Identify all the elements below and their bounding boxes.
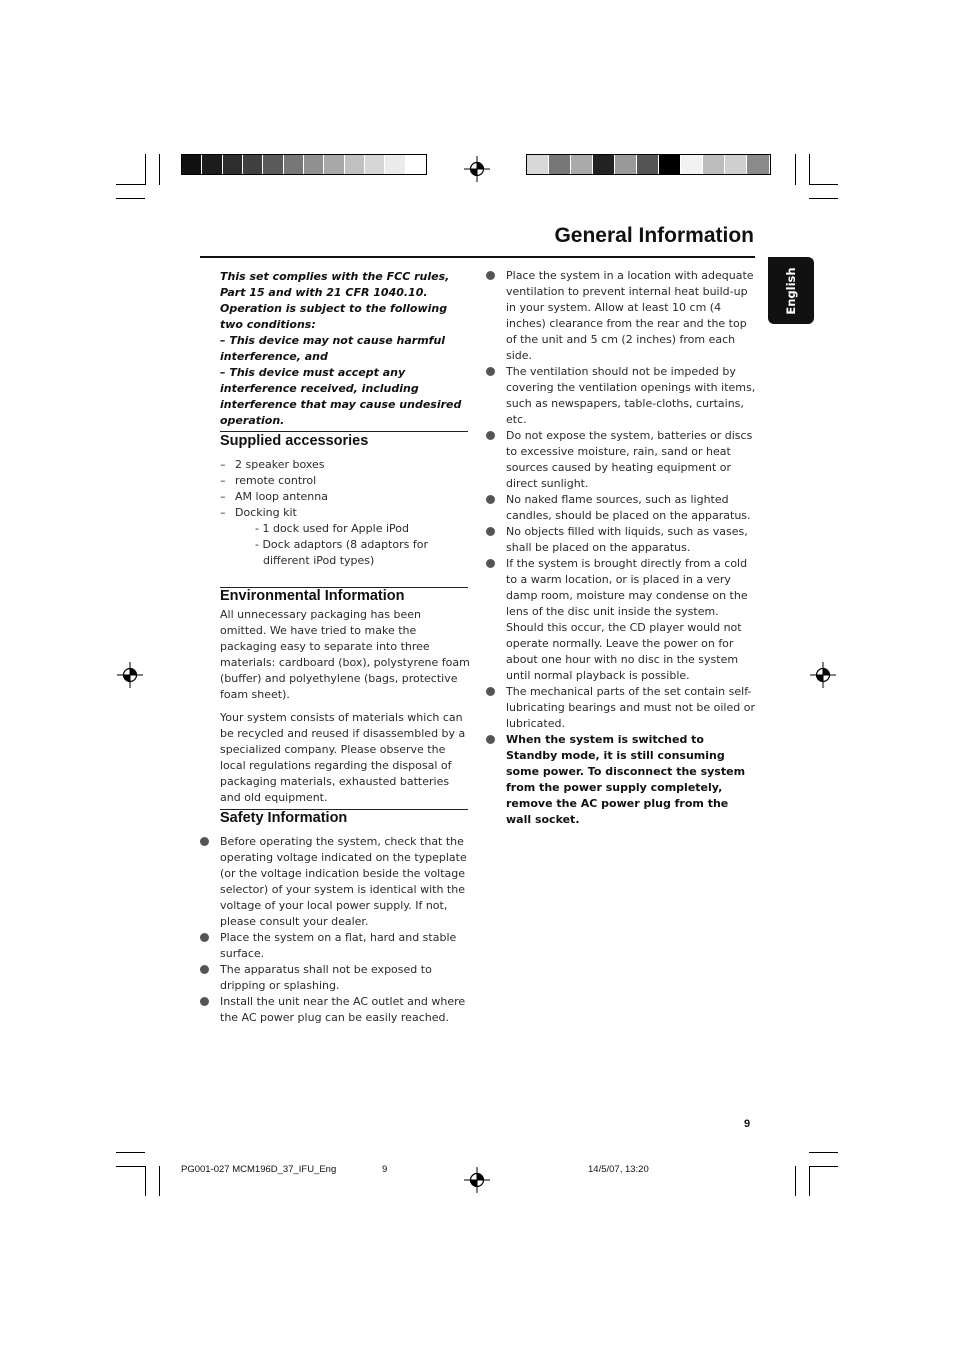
bullet-icon (486, 559, 495, 568)
section-heading-safety: Safety Information (220, 810, 348, 826)
color-swatch (659, 155, 681, 174)
fcc-condition: – This device may not cause harmful interference, and (220, 334, 446, 363)
registration-mark-icon (810, 662, 836, 688)
registration-mark-icon (117, 662, 143, 688)
bullet-icon (486, 687, 495, 696)
bullet-icon (200, 933, 209, 942)
color-swatch (385, 155, 405, 174)
environmental-text (220, 607, 470, 806)
color-swatch (284, 155, 304, 174)
sub-item: - Dock adaptors (8 adaptors for different iPod types) (255, 538, 428, 567)
bullet-icon (486, 367, 495, 376)
crop-mark (809, 1166, 838, 1167)
list-item: No objects filled with liquids, such as vases, shall be placed on the apparatus. (506, 524, 756, 556)
color-swatch (571, 155, 593, 174)
crop-mark (116, 184, 145, 185)
list-item: – Docking kit - 1 dock used for Apple iPod - Dock adaptors (8 adaptors for different iPod types) (220, 505, 470, 569)
bullet-icon (486, 431, 495, 440)
paragraph: Your system consists of materials which can be recycled and reused if disassembled by a specialized company. Please observe the local regulations regarding the disposal of packaging materials, exhausted batteries and old equipment. (220, 711, 466, 804)
bullet-icon (486, 527, 495, 536)
color-swatch (304, 155, 324, 174)
color-swatch (725, 155, 747, 174)
color-swatch (324, 155, 344, 174)
list-item: Install the unit near the AC outlet and where the AC power plug can be easily reached. (220, 994, 470, 1026)
bullet-icon (200, 965, 209, 974)
crop-mark (809, 184, 838, 185)
language-tab-label: English (784, 266, 798, 315)
color-bar-right (526, 154, 771, 175)
crop-mark (809, 154, 810, 185)
color-swatch (681, 155, 703, 174)
list-item: – remote control (220, 474, 317, 487)
language-tab (768, 257, 814, 324)
crop-mark (809, 1166, 810, 1196)
bullet-icon (200, 837, 209, 846)
color-swatch (365, 155, 385, 174)
color-swatch (345, 155, 365, 174)
bullet-icon (486, 495, 495, 504)
footer-page: 9 (382, 1164, 388, 1175)
docking-kit-sublist (235, 521, 470, 569)
footer-timestamp: 14/5/07, 13:20 (588, 1164, 649, 1175)
list-item: Do not expose the system, batteries or discs to excessive moisture, rain, sand or heat sources caused by heating equipment or direct sunlight. (506, 428, 756, 492)
list-item: Place the system in a location with adequate ventilation to prevent internal heat build-up in your system. Allow at least 10 cm (4 inches) clearance from the rear and the top of the unit and 5 cm (2 inches) from each side. (506, 268, 756, 364)
crop-mark (116, 1166, 145, 1167)
list-item: The apparatus shall not be exposed to dripping or splashing. (220, 962, 470, 994)
list-item: – 2 speaker boxes (220, 458, 325, 471)
color-swatch (637, 155, 659, 174)
color-swatch (549, 155, 571, 174)
list-item: Before operating the system, check that the operating voltage indicated on the typeplate (or the voltage indication beside the voltage selector) of your system is identical with the voltage of your local power supply. If not, please consult your dealer. (220, 834, 470, 930)
color-swatch (615, 155, 637, 174)
color-swatch (182, 155, 202, 174)
crop-mark (795, 1166, 796, 1196)
list-item: The ventilation should not be impeded by covering the ventilation openings with items, such as newspapers, table-cloths, curtains, etc. (506, 364, 756, 428)
crop-mark (145, 154, 146, 185)
color-swatch (527, 155, 549, 174)
crop-mark (145, 1166, 146, 1196)
bullet-icon (486, 735, 495, 744)
list-item: If the system is brought directly from a cold to a warm location, or is placed in a very damp room, moisture may condense on the lens of the disc unit inside the system. Should this occur, the CD player would not operate normally. Leave the power on for about one hour with no disc in the system until normal playback is possible. (506, 556, 756, 684)
safety-list-left (220, 834, 470, 1026)
color-swatch (406, 155, 426, 174)
fcc-notice (220, 269, 470, 429)
registration-mark-icon (464, 156, 490, 182)
crop-mark (159, 154, 160, 185)
color-swatch (703, 155, 725, 174)
fcc-condition: – This device must accept any interference received, including interference that may cause undesired operation. (220, 366, 462, 427)
color-swatch (243, 155, 263, 174)
color-swatch (747, 155, 769, 174)
paragraph: All unnecessary packaging has been omitted. We have tried to make the packaging easy to separate into three materials: cardboard (box), polystyrene foam (buffer) and polyethylene (bags, protective foam sheet). (220, 608, 470, 701)
page-number: 9 (744, 1118, 751, 1130)
fcc-statement: This set complies with the FCC rules, Part 15 and with 21 CFR 1040.10. Operation is subject to the following two conditions: (220, 270, 450, 331)
color-swatch (263, 155, 283, 174)
list-item: – AM loop antenna (220, 490, 328, 503)
color-swatch (223, 155, 243, 174)
sub-item: - 1 dock used for Apple iPod (255, 522, 409, 535)
accessories-list (220, 457, 470, 569)
crop-mark (795, 154, 796, 185)
crop-mark (809, 198, 838, 199)
crop-mark (116, 198, 145, 199)
color-bar-left (181, 154, 427, 175)
registration-mark-icon (464, 1167, 490, 1193)
color-swatch (593, 155, 615, 174)
section-heading-environmental: Environmental Information (220, 588, 405, 604)
warning-item: When the system is switched to Standby mode, it is still consuming some power. To disconnect the system from the power supply completely, remove the AC power plug from the wall socket. (506, 732, 756, 828)
list-item: No naked flame sources, such as lighted candles, should be placed on the apparatus. (506, 492, 756, 524)
section-rule (220, 431, 468, 432)
footer-file: PG001-027 MCM196D_37_IFU_Eng (181, 1164, 337, 1175)
crop-mark (116, 1152, 145, 1153)
list-item: The mechanical parts of the set contain self-lubricating bearings and must not be oiled or lubricated. (506, 684, 756, 732)
crop-mark (159, 1166, 160, 1196)
title-rule (200, 256, 755, 258)
bullet-icon (200, 997, 209, 1006)
safety-list-right (506, 268, 756, 828)
page-title: General Information (554, 224, 754, 247)
bullet-icon (486, 271, 495, 280)
crop-mark (809, 1152, 838, 1153)
color-swatch (202, 155, 222, 174)
section-heading-accessories: Supplied accessories (220, 433, 369, 449)
list-item: Place the system on a flat, hard and stable surface. (220, 930, 470, 962)
